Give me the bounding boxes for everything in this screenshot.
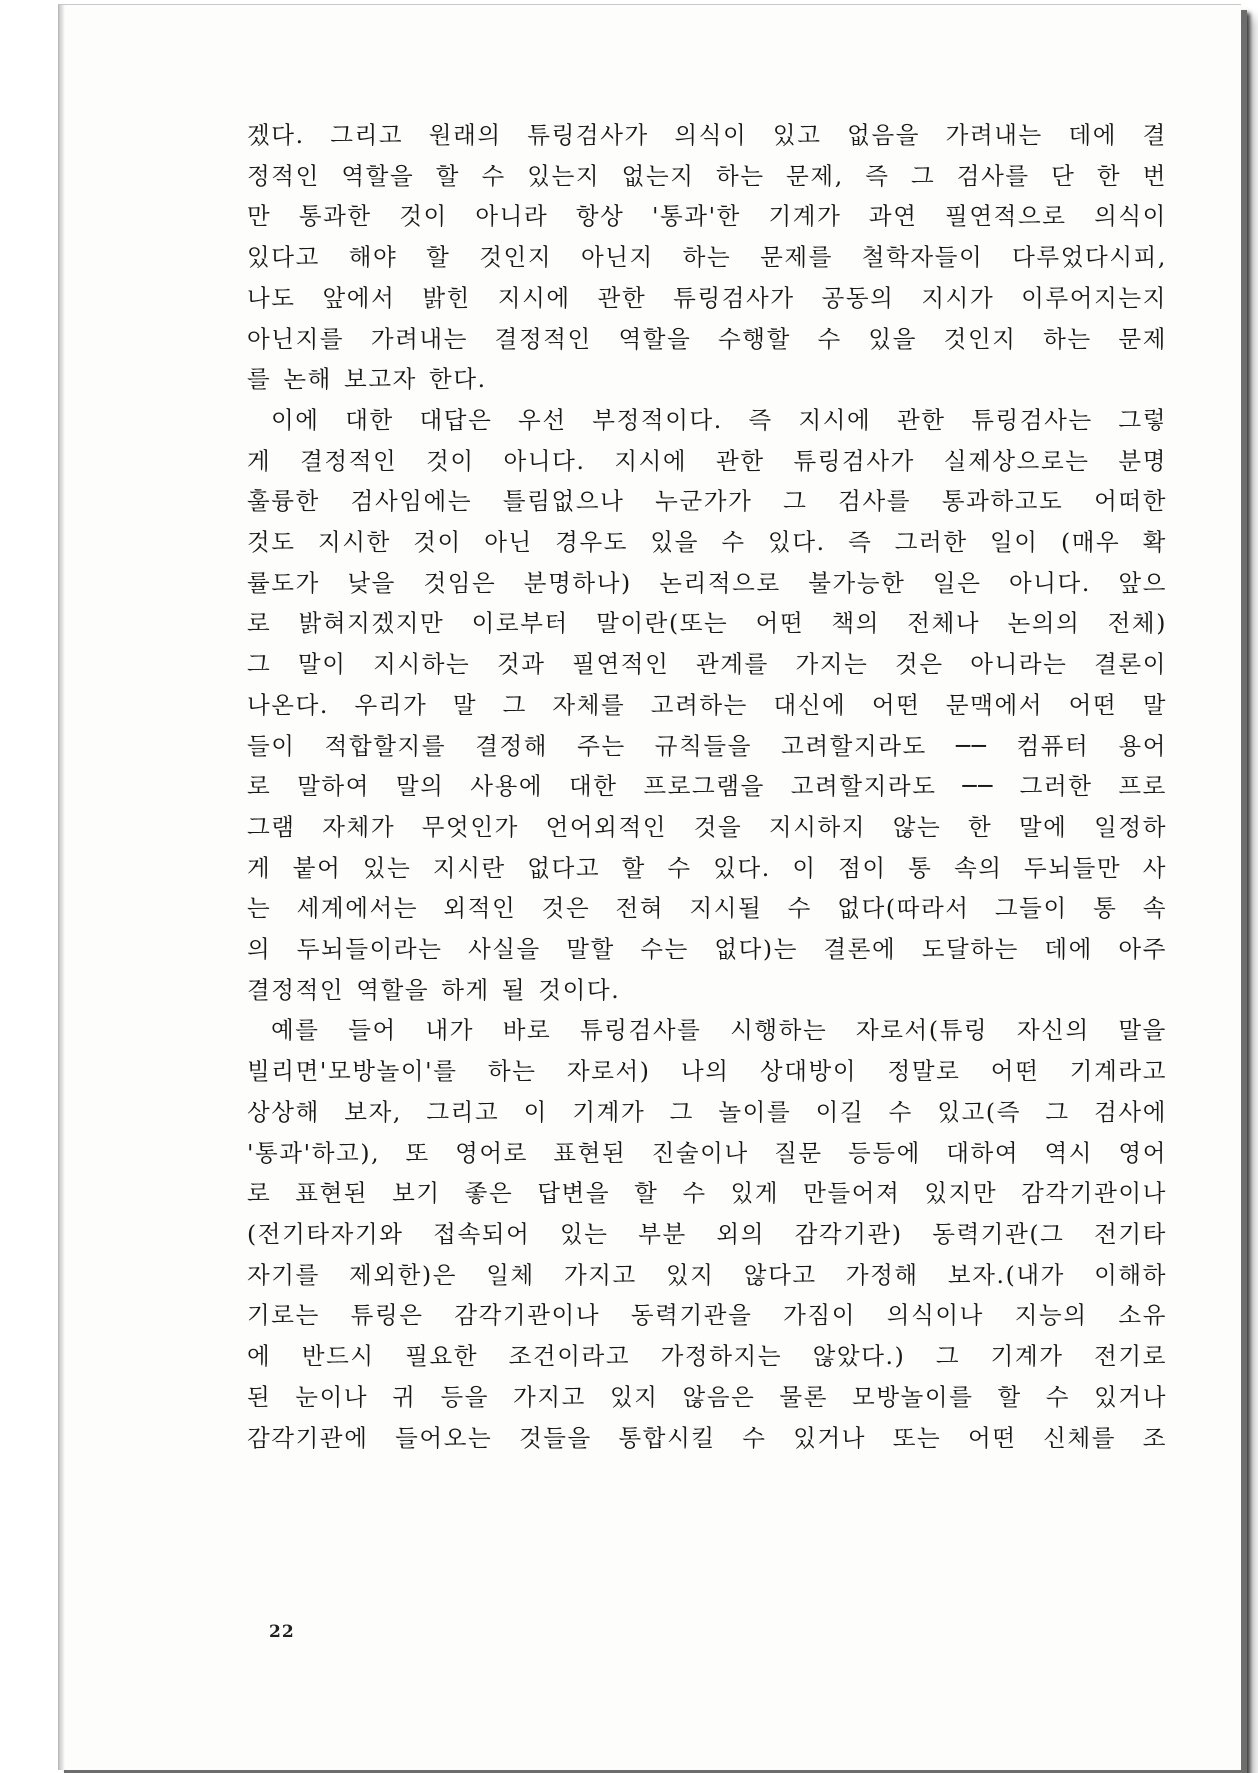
text-line: 것도 지시한 것이 아닌 경우도 있을 수 있다. 즉 그러한 일이 (매우 확 (247, 528, 1167, 557)
text-line: 된 눈이나 귀 등을 가지고 있지 않음은 물론 모방놀이를 할 수 있거나 (247, 1382, 1167, 1411)
text-line: 그램 자체가 무엇인가 언어외적인 것을 지시하지 않는 한 말에 일정하 (247, 812, 1167, 841)
text-line: 있다고 해야 할 것인지 아닌지 하는 문제를 철학자들이 다루었다시피, (247, 243, 1167, 272)
text-line: 만 통과한 것이 아니라 항상 '통과'한 기계가 과연 필연적으로 의식이 (247, 202, 1167, 231)
text-line: '통과'하고), 또 영어로 표현된 진술이나 질문 등등에 대하여 역시 영어 (247, 1138, 1167, 1167)
page-number: 22 (269, 1622, 295, 1642)
text-line: 로 말하여 말의 사용에 대한 프로그램을 고려할지라도 ── 그러한 프로 (247, 772, 1167, 801)
text-line: 자기를 제외한)은 일체 가지고 있지 않다고 가정해 보자.(내가 이해하 (247, 1260, 1167, 1289)
text-line: 의 두뇌들이라는 사실을 말할 수는 없다)는 결론에 도달하는 데에 아주 (247, 935, 1167, 964)
text-line: 정적인 역할을 할 수 있는지 없는지 하는 문제, 즉 그 검사를 단 한 번 (247, 161, 1167, 190)
text-line: 나도 앞에서 밝힌 지시에 관한 튜링검사가 공동의 지시가 이루어지는지 (247, 283, 1167, 312)
text-line: 빌리면'모방놀이'를 하는 자로서) 나의 상대방이 정말로 어떤 기계라고 (247, 1057, 1167, 1086)
text-line: 상상해 보자, 그리고 이 기계가 그 놀이를 이길 수 있고(즉 그 검사에 (247, 1097, 1167, 1126)
text-line: 나온다. 우리가 말 그 자체를 고려하는 대신에 어떤 문맥에서 어떤 말 (247, 690, 1167, 719)
book-page (58, 4, 1241, 1770)
text-line: 로 밝혀지겠지만 이로부터 말이란(또는 어떤 책의 전체나 논의의 전체) (247, 609, 1167, 638)
text-line: 률도가 낮을 것임은 분명하나) 논리적으로 불가능한 일은 아니다. 앞으 (247, 568, 1167, 597)
text-line: (전기타자기와 접속되어 있는 부분 외의 감각기관) 동력기관(그 전기타 (247, 1219, 1167, 1248)
text-line-paragraph-start: 이에 대한 대답은 우선 부정적이다. 즉 지시에 관한 튜링검사는 그렇 (271, 405, 1167, 434)
text-line: 아닌지를 가려내는 결정적인 역할을 수행할 수 있을 것인지 하는 문제 (247, 324, 1167, 353)
text-line-paragraph-start: 예를 들어 내가 바로 튜링검사를 시행하는 자로서(튜링 자신의 말을 (271, 1016, 1167, 1045)
text-line: 들이 적합할지를 결정해 주는 규칙들을 고려할지라도 ── 컴퓨터 용어 (247, 731, 1167, 760)
page-edge-shadow (59, 5, 65, 1770)
text-line: 게 결정적인 것이 아니다. 지시에 관한 튜링검사가 실제상으로는 분명 (247, 446, 1167, 475)
text-line: 겠다. 그리고 원래의 튜링검사가 의식이 있고 없음을 가려내는 데에 결 (247, 121, 1167, 149)
text-line-paragraph-end: 결정적인 역할을 하게 될 것이다. (247, 975, 621, 1004)
text-line: 는 세계에서는 외적인 것은 전혀 지시될 수 없다(따라서 그들이 통 속 (247, 894, 1168, 923)
body-text (247, 115, 1167, 1458)
text-line-paragraph-end: 를 논해 보고자 한다. (247, 365, 487, 394)
text-line: 감각기관에 들어오는 것들을 통합시킬 수 있거나 또는 어떤 신체를 조 (247, 1423, 1167, 1452)
text-line: 기로는 튜링은 감각기관이나 동력기관을 가짐이 의식이나 지능의 소유 (247, 1301, 1167, 1330)
text-line: 게 붙어 있는 지시란 없다고 할 수 있다. 이 점이 통 속의 두뇌들만 사 (247, 853, 1167, 882)
text-line: 그 말이 지시하는 것과 필연적인 관계를 가지는 것은 아니라는 결론이 (247, 650, 1167, 679)
text-line: 에 반드시 필요한 조건이라고 가정하지는 않았다.) 그 기계가 전기로 (247, 1342, 1167, 1371)
text-line: 로 표현된 보기 좋은 답변을 할 수 있게 만들어져 있지만 감각기관이나 (247, 1179, 1167, 1208)
text-line: 훌륭한 검사임에는 틀림없으나 누군가가 그 검사를 통과하고도 어떠한 (247, 487, 1167, 516)
